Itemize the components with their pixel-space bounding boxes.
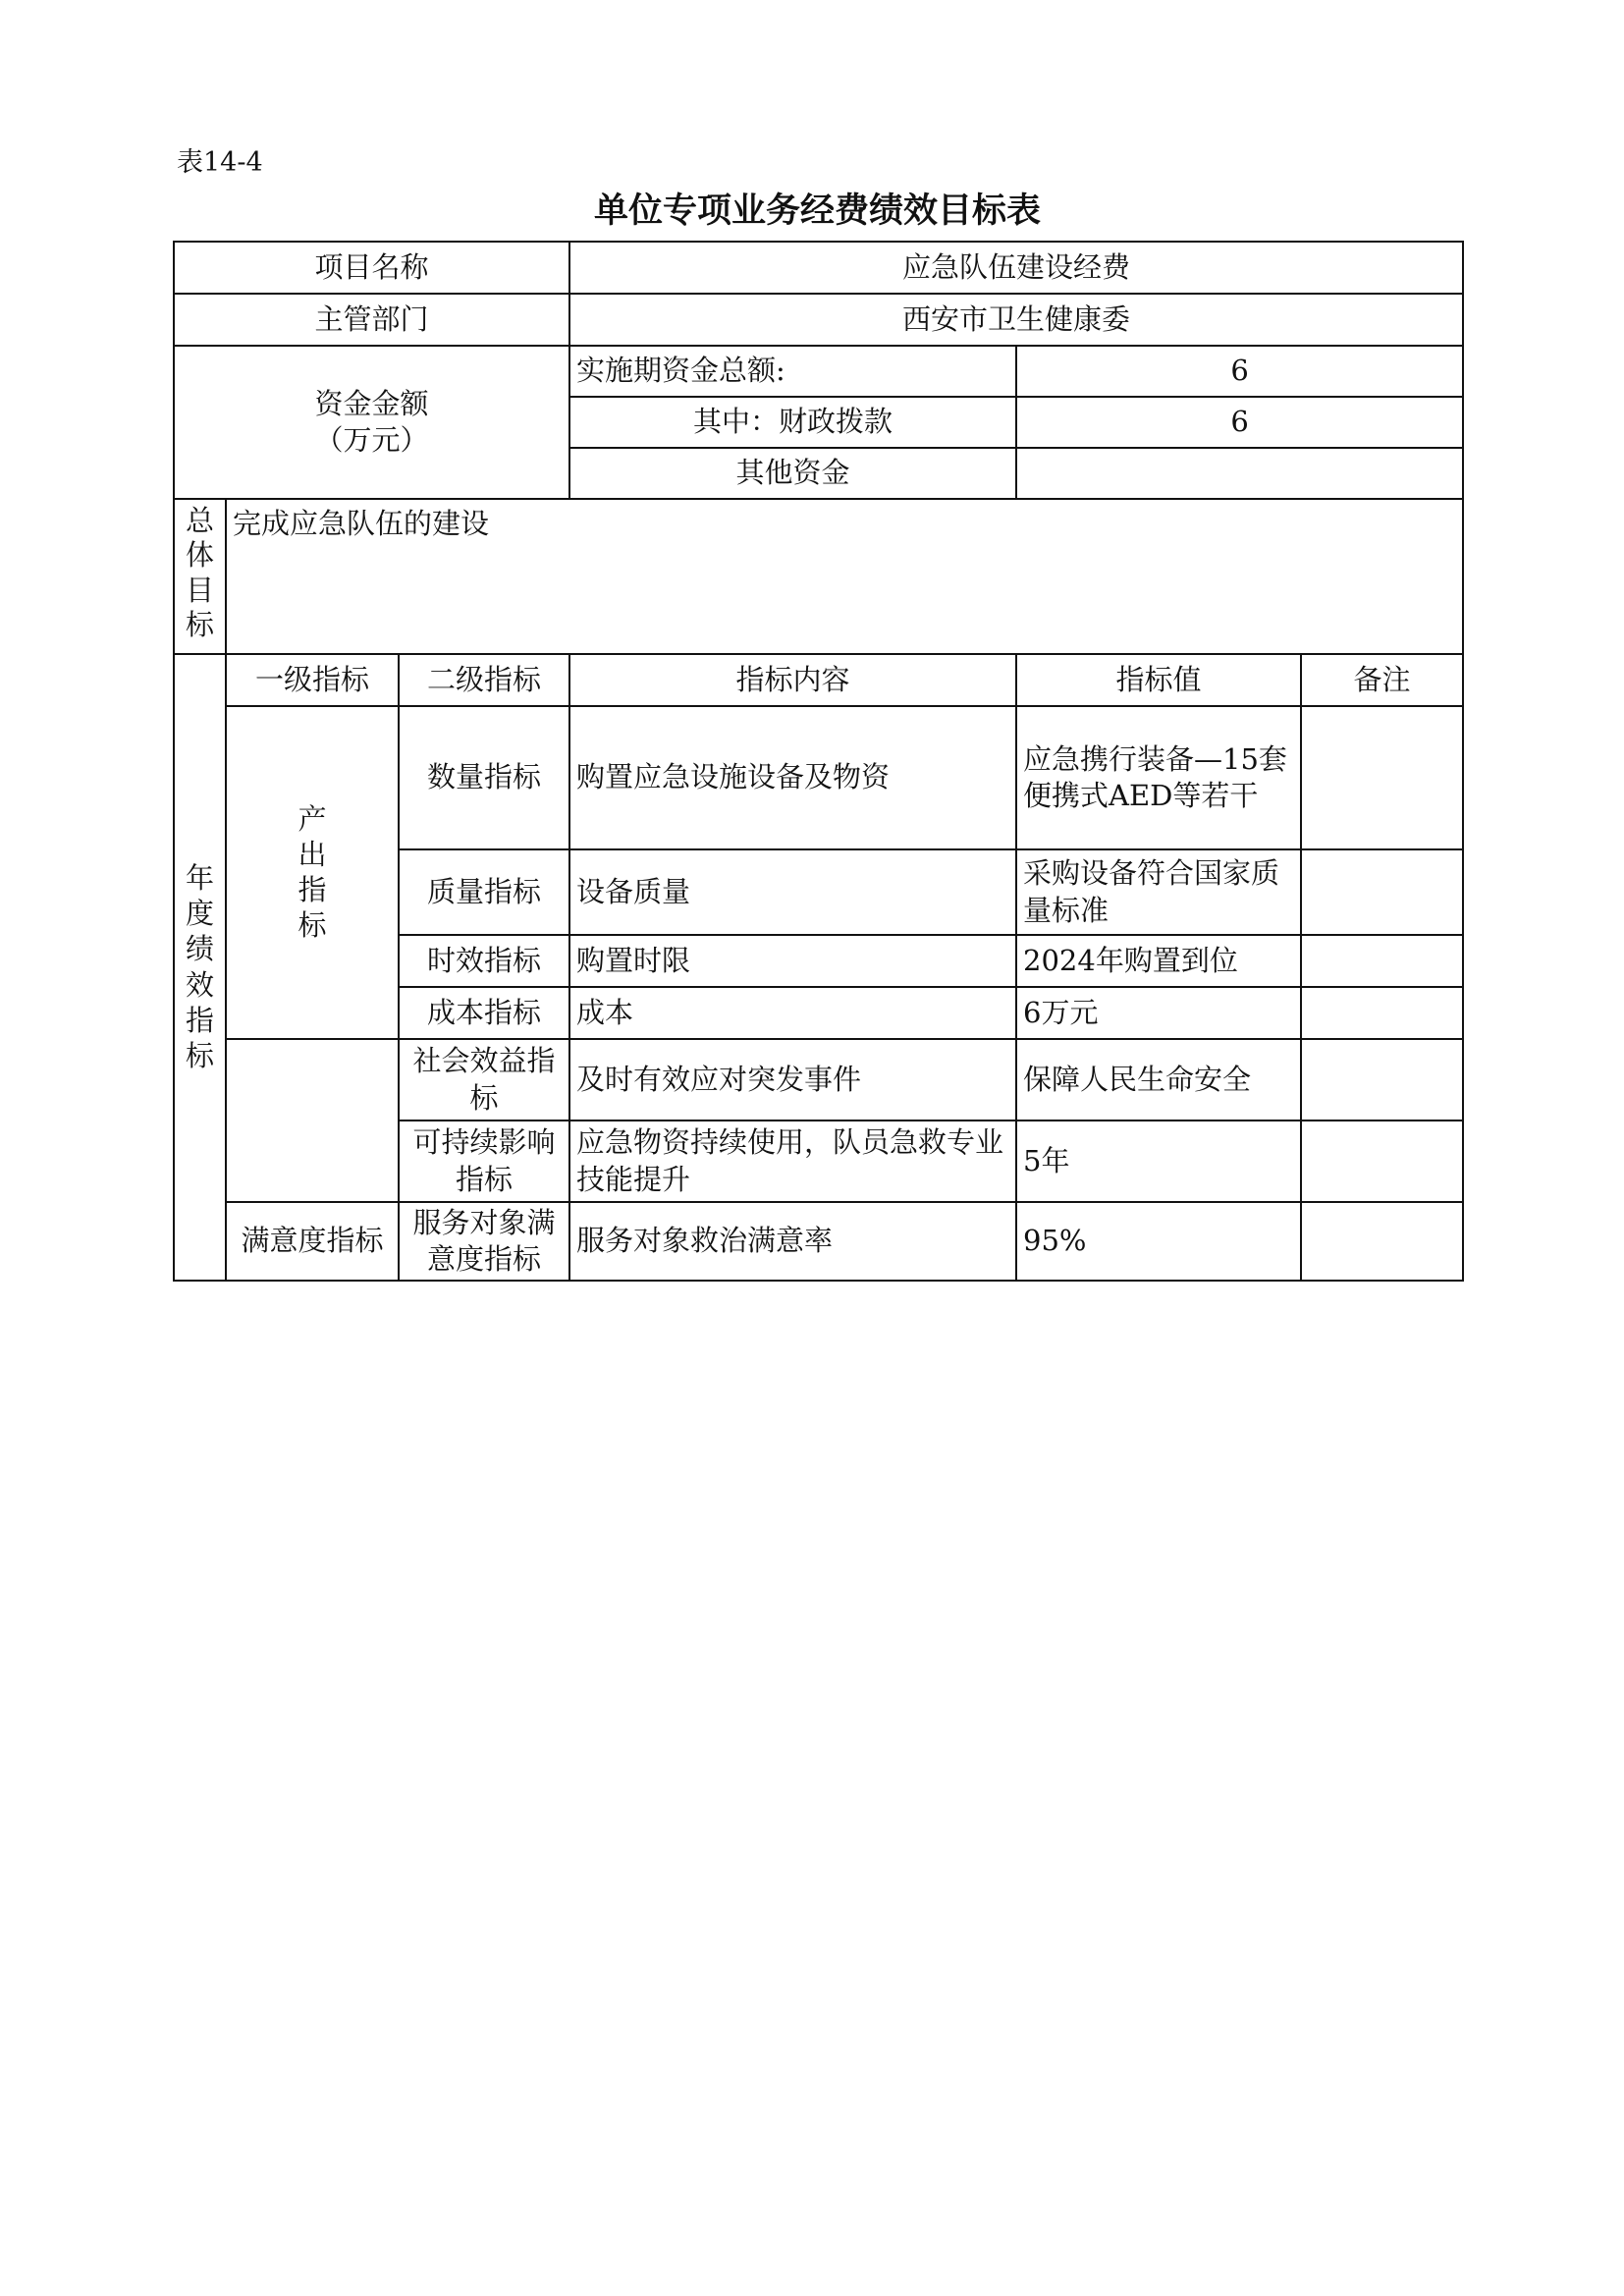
funds-total-value: 6 <box>1016 346 1463 397</box>
header-level2: 二级指标 <box>399 654 569 706</box>
project-name-value: 应急队伍建设经费 <box>569 242 1463 294</box>
project-name-label: 项目名称 <box>174 242 569 294</box>
row-level2: 成本指标 <box>399 987 569 1039</box>
funds-other-label: 其他资金 <box>569 448 1016 499</box>
document-title: 单位专项业务经费绩效目标表 <box>593 191 1041 231</box>
row-content: 设备质量 <box>569 849 1016 935</box>
row-note <box>1301 706 1463 849</box>
row-value: 保障人民生命安全 <box>1016 1039 1301 1121</box>
department-label: 主管部门 <box>174 294 569 346</box>
funds-fiscal-label: 其中：财政拨款 <box>569 397 1016 448</box>
row-note <box>1301 1202 1463 1281</box>
header-note: 备注 <box>1301 654 1463 706</box>
row-content: 成本 <box>569 987 1016 1039</box>
overall-goal-row <box>174 499 1463 654</box>
output-indicators-label-cell <box>226 706 399 1039</box>
funds-total-row <box>174 346 1463 397</box>
row-content: 服务对象救治满意率 <box>569 1202 1016 1281</box>
overall-goal-label: 总体目标 <box>185 504 214 642</box>
project-name-row <box>174 242 1463 294</box>
funds-label-cell <box>174 346 569 499</box>
row-level2: 服务对象满意度指标 <box>399 1202 569 1281</box>
annual-indicators-label-cell <box>174 654 226 1281</box>
row-level2: 质量指标 <box>399 849 569 935</box>
row-level2: 时效指标 <box>399 935 569 987</box>
funds-label: 资金金额 <box>314 386 429 420</box>
table-row <box>174 1202 1463 1281</box>
row-value: 采购设备符合国家质量标准 <box>1016 849 1301 935</box>
output-indicators-label: 产出指标 <box>298 801 327 943</box>
row-note <box>1301 935 1463 987</box>
annual-indicators-label: 年度绩效指标 <box>185 860 214 1073</box>
table-row <box>174 1039 1463 1121</box>
row-content: 购置应急设施设备及物资 <box>569 706 1016 849</box>
indicator-header-row <box>174 654 1463 706</box>
row-content: 及时有效应对突发事件 <box>569 1039 1016 1121</box>
row-level2: 社会效益指标 <box>399 1039 569 1121</box>
row-content: 应急物资持续使用，队员急救专业技能提升 <box>569 1121 1016 1202</box>
row-note <box>1301 987 1463 1039</box>
effect-indicators-level1-empty <box>226 1039 399 1202</box>
row-level2: 可持续影响指标 <box>399 1121 569 1202</box>
row-level2: 数量指标 <box>399 706 569 849</box>
header-content: 指标内容 <box>569 654 1016 706</box>
overall-goal-label-cell <box>174 499 226 654</box>
funds-unit: （万元） <box>314 423 429 457</box>
department-row <box>174 294 1463 346</box>
row-value: 应急携行装备—15套便携式AED等若干 <box>1016 706 1301 849</box>
table-number: 表14-4 <box>177 147 263 178</box>
row-note <box>1301 1039 1463 1121</box>
funds-fiscal-value: 6 <box>1016 397 1463 448</box>
row-note <box>1301 849 1463 935</box>
department-value: 西安市卫生健康委 <box>569 294 1463 346</box>
row-note <box>1301 1121 1463 1202</box>
funds-other-value <box>1016 448 1463 499</box>
table-row <box>174 706 1463 849</box>
row-value: 6万元 <box>1016 987 1301 1039</box>
row-value: 2024年购置到位 <box>1016 935 1301 987</box>
performance-target-table <box>173 241 1464 1282</box>
satisfaction-indicators-label: 满意度指标 <box>226 1202 399 1281</box>
row-value: 5年 <box>1016 1121 1301 1202</box>
row-content: 购置时限 <box>569 935 1016 987</box>
header-level1: 一级指标 <box>226 654 399 706</box>
overall-goal-text: 完成应急队伍的建设 <box>226 499 1463 654</box>
funds-total-label: 实施期资金总额: <box>569 346 1016 397</box>
header-value: 指标值 <box>1016 654 1301 706</box>
row-value: 95% <box>1016 1202 1301 1281</box>
